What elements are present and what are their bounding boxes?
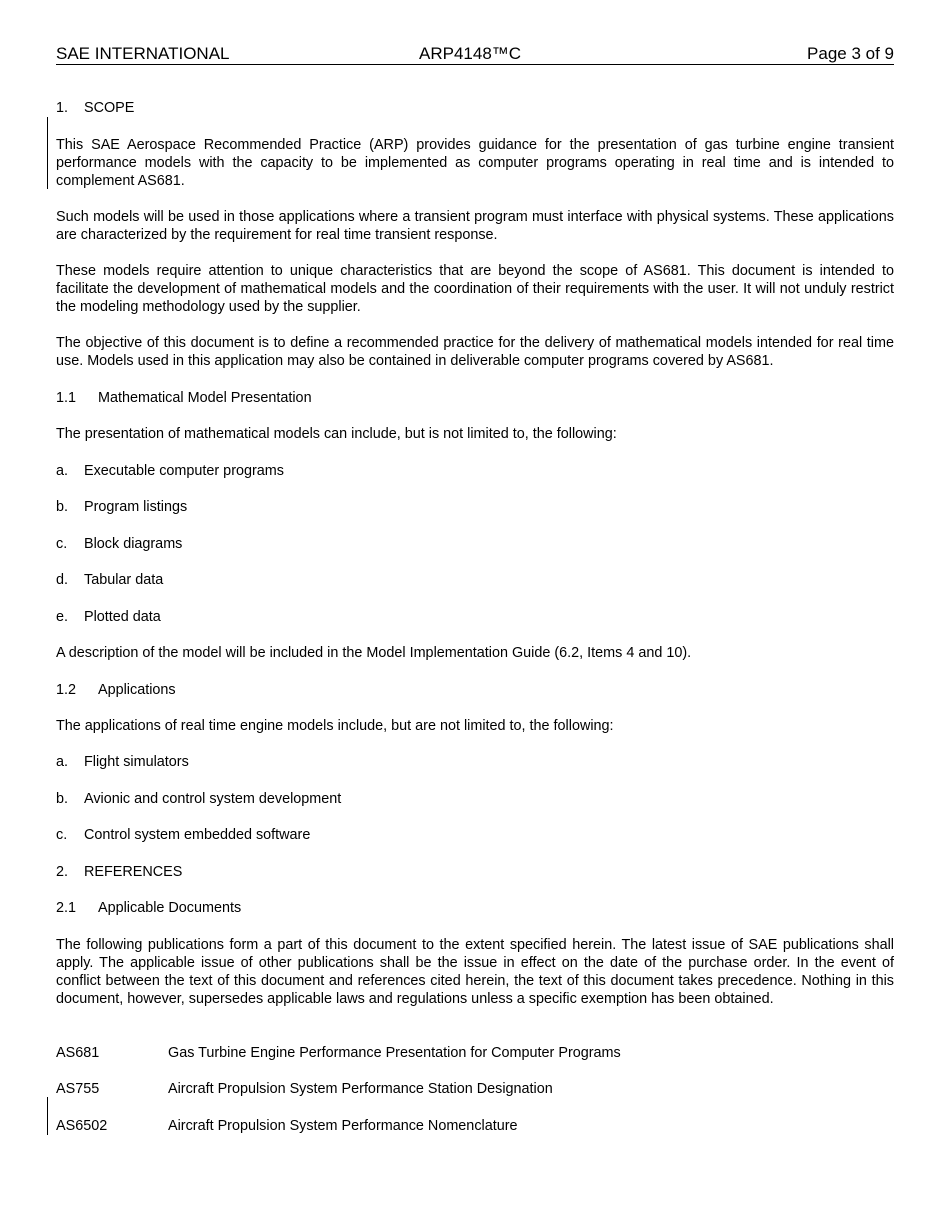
scope-paragraph-1: This SAE Aerospace Recommended Practice (ARP) provides guidance for the presentation of gas turbine engine transient performance models with the capacity to be implemented as computer programs operating in real time and is intended to complement AS681. (56, 137, 894, 189)
scope-paragraph-2: Such models will be used in those applications where a transient program must interface with physical systems. These applications are characterized by the requirement for real time transient response. (56, 209, 894, 243)
model-presentation-closing: A description of the model will be included in the Model Implementation Guide (6.2, Items 4 and 10). (56, 645, 692, 661)
list-item: d. Tabular data (56, 572, 164, 588)
section-heading-references: 2. REFERENCES (56, 864, 183, 880)
scope-paragraph-4: The objective of this document is to define a recommended practice for the delivery of mathematical models intended for real time use. Models used in this application may also be contained in deliverable computer programs covered by AS681. (56, 335, 894, 369)
subsection-heading-applicable-documents: 2.1 Applicable Documents (56, 900, 242, 916)
list-item: c. Block diagrams (56, 536, 183, 552)
list-item: b. Program listings (56, 499, 188, 515)
reference-entry: AS6502 Aircraft Propulsion System Performance Nomenclature (56, 1118, 518, 1134)
subsection-heading-applications: 1.2 Applications (56, 682, 176, 698)
header-organization: SAE INTERNATIONAL (56, 44, 230, 63)
revision-change-bar (47, 117, 48, 189)
list-item: c. Control system embedded software (56, 827, 311, 843)
revision-change-bar (47, 1097, 48, 1135)
applications-intro: The applications of real time engine models include, but are not limited to, the following: (56, 718, 614, 734)
list-item: e. Plotted data (56, 609, 161, 625)
page-header (56, 44, 894, 65)
subsection-heading-model-presentation: 1.1 Mathematical Model Presentation (56, 390, 312, 406)
list-item: a. Flight simulators (56, 754, 189, 770)
reference-entry: AS755 Aircraft Propulsion System Performance Station Designation (56, 1081, 553, 1097)
model-presentation-intro: The presentation of mathematical models can include, but is not limited to, the following: (56, 426, 617, 442)
applicable-documents-paragraph: The following publications form a part of this document to the extent specified herein. The latest issue of SAE publications shall apply. The applicable issue of other publications shall be the issue in effect on the date of the purchase order. In the event of conflict between the text of this document and references cited herein, the text of this document takes precedence. Nothing in this document, however, supersedes applicable laws and regulations unless a specific exemption has been obtained. (56, 937, 894, 1007)
section-heading-scope: 1. SCOPE (56, 100, 135, 116)
reference-entry: AS681 Gas Turbine Engine Performance Presentation for Computer Programs (56, 1045, 621, 1061)
scope-paragraph-3: These models require attention to unique characteristics that are beyond the scope of AS681. This document is intended to facilitate the development of mathematical models and the coordination of their requirements with the user. It will not unduly restrict the modeling methodology used by the supplier. (56, 263, 894, 315)
list-item: a. Executable computer programs (56, 463, 284, 479)
header-document-id: ARP4148™C (419, 44, 522, 63)
list-item: b. Avionic and control system development (56, 791, 342, 807)
header-page-number: Page 3 of 9 (807, 44, 894, 63)
